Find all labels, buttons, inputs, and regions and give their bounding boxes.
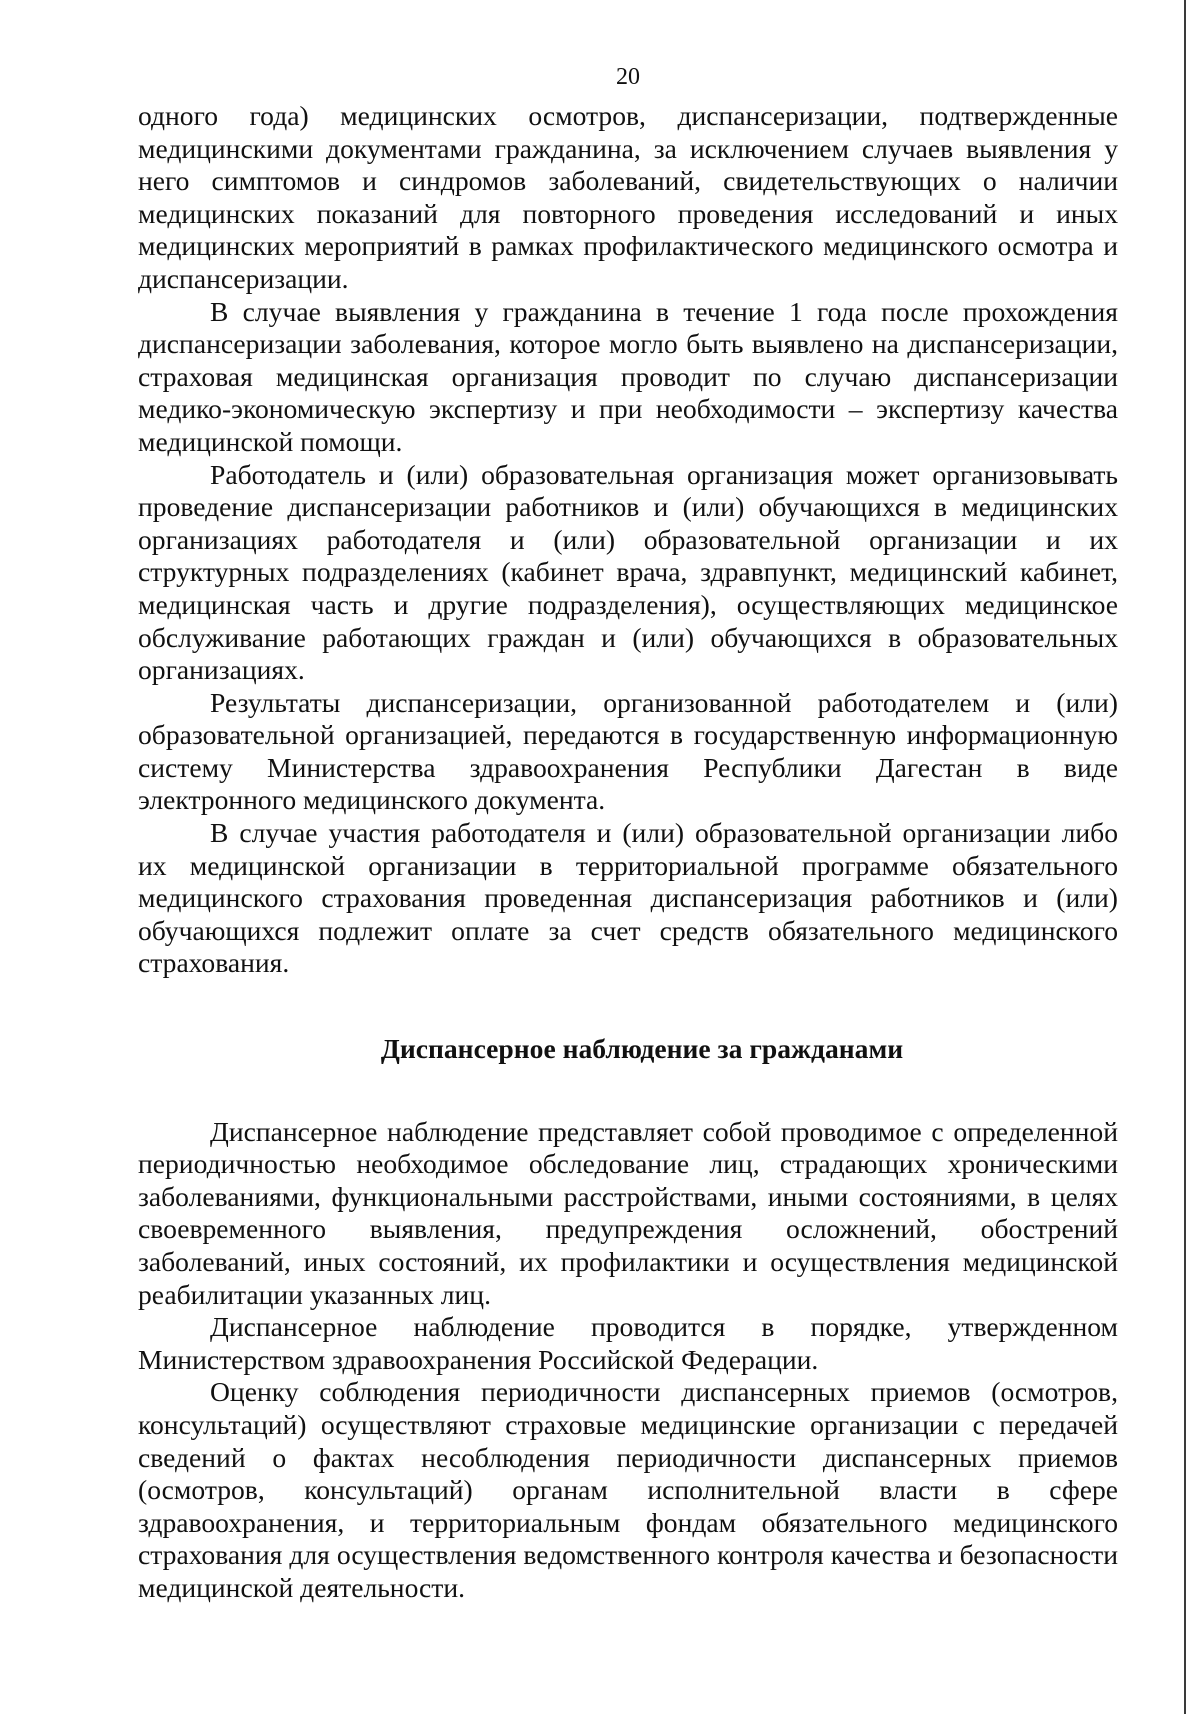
paragraph: Оценку соблюдения периодичности диспансерных приемов (осмотров, консультаций) осуществляют страховые медицинские организации с передачей сведений о фактах несоблюдения периодичности диспансерных приемов (осмотров, консультаций) органам исполнительной власти в сфере здравоохранения, и территориальным фондам обязательного медицинского страхования для осуществления ведомственного контроля качества и безопасности медицинской деятельности. — [138, 1376, 1118, 1603]
paragraph: В случае выявления у гражданина в течение 1 года после прохождения диспансеризации заболевания, которое могло быть выявлено на диспансеризации, страховая медицинская организация проводит по случаю диспансеризации медико-экономическую экспертизу и при необходимости – экспертизу качества медицинской помощи. — [138, 295, 1118, 457]
section-heading: Диспансерное наблюдение за гражданами — [380, 1033, 904, 1065]
scan-edge-line — [1184, 0, 1186, 1714]
page-number: 20 — [616, 64, 640, 90]
paragraph: Результаты диспансеризации, организованной работодателем и (или) образовательной организацией, передаются в государственную информационную систему Министерства здравоохранения Республики Дагестан в виде электронного медицинского документа. — [138, 686, 1118, 816]
paragraph-continuation: одного года) медицинских осмотров, диспансеризации, подтвержденные медицинскими документами гражданина, за исключением случаев выявления у него симптомов и синдромов заболеваний, свидетельствующих о наличии медицинских показаний для повторного проведения исследований и иных медицинских мероприятий в рамках профилактического медицинского осмотра и диспансеризации. — [138, 100, 1118, 294]
paragraph: Работодатель и (или) образовательная организация может организовывать проведение диспансеризации работников и (или) обучающихся в медицинских организациях работодателя и (или) образовательной организации и их структурных подразделениях (кабинет врача, здравпункт, медицинский кабинет, медицинская часть и другие подразделения), осуществляющих медицинское обслуживание работающих граждан и (или) обучающихся в образовательных организациях. — [138, 458, 1118, 686]
paragraph: Диспансерное наблюдение проводится в порядке, утвержденном Министерством здравоохранения Российской Федерации. — [138, 1311, 1118, 1375]
document-body — [138, 100, 1118, 1605]
paragraph: Диспансерное наблюдение представляет собой проводимое с определенной периодичностью необходимое обследование лиц, страдающих хроническими заболеваниями, функциональными расстройствами, иными состояниями, в целях своевременного выявления, предупреждения осложнений, обострений заболеваний, иных состояний, их профилактики и осуществления медицинской реабилитации указанных лиц. — [138, 1115, 1118, 1310]
paragraph: В случае участия работодателя и (или) образовательной организации либо их медицинской организации в территориальной программе обязательного медицинского страхования проведенная диспансеризация работников и (или) обучающихся подлежит оплате за счет средств обязательного медицинского страхования. — [138, 817, 1118, 979]
